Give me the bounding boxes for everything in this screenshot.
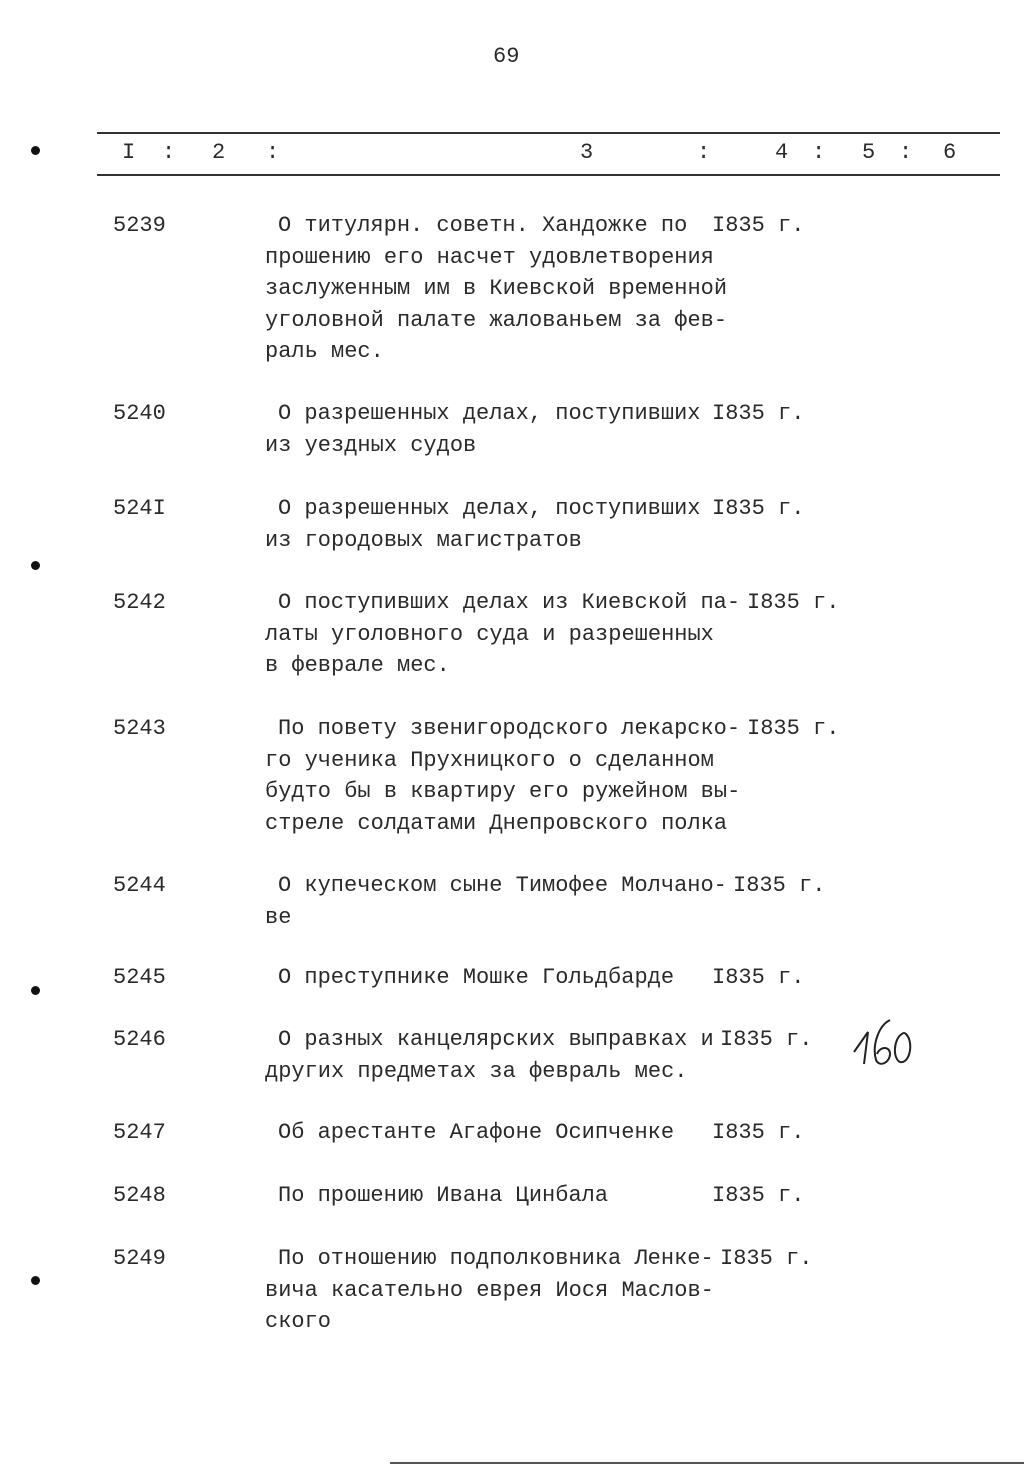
binder-hole-mark xyxy=(31,986,40,995)
description-line: вича касательно еврея Иося Маслов- xyxy=(265,1277,714,1303)
entry-description xyxy=(265,587,740,682)
header-col-1: I xyxy=(122,140,136,165)
bottom-edge-line xyxy=(390,1462,1024,1464)
entry-year: I835 г. xyxy=(712,1183,805,1208)
description-line: По прошению Ивана Цинбала xyxy=(278,1183,609,1208)
binder-hole-mark xyxy=(31,1276,40,1285)
description-line: заслуженным им в Киевской временной xyxy=(265,276,728,301)
header-col-6: 6 xyxy=(943,140,957,165)
description-line: Об арестанте Агафоне Осипченке xyxy=(278,1120,675,1145)
header-col-2: 2 xyxy=(212,140,226,165)
description-line: По отношению подполковника Ленке- xyxy=(278,1246,714,1271)
entry-description xyxy=(265,210,727,368)
entry-number: 5245 xyxy=(113,965,166,990)
entry-description xyxy=(265,870,727,933)
entry-description xyxy=(265,493,700,556)
description-line: О поступивших делах из Киевской па- xyxy=(278,590,741,615)
entry-number: 5248 xyxy=(113,1183,166,1208)
header-sep: : xyxy=(812,140,826,165)
description-line: ского xyxy=(265,1309,332,1334)
entry-year: I835 г. xyxy=(712,965,805,990)
entry-year: I835 г. xyxy=(712,401,805,426)
header-sep: : xyxy=(697,140,711,165)
description-line: О купеческом сыне Тимофее Молчано- xyxy=(278,873,727,898)
entry-description xyxy=(265,962,674,994)
entry-number: 5242 xyxy=(113,590,166,615)
description-line: го ученика Прухницкого о сделанном xyxy=(265,747,714,773)
header-col-5: 5 xyxy=(862,140,876,165)
description-line: О преступнике Мошке Гольдбарде xyxy=(278,965,675,990)
entry-year: I835 г. xyxy=(747,716,840,741)
header-col-3: 3 xyxy=(580,140,594,165)
description-line: ве xyxy=(265,904,292,930)
entry-year: I835 г. xyxy=(712,213,805,238)
entry-number: 5240 xyxy=(113,401,166,426)
entry-description xyxy=(265,1180,608,1212)
entry-year: I835 г. xyxy=(747,590,840,615)
entry-number: 5246 xyxy=(113,1027,166,1052)
entry-number: 5244 xyxy=(113,873,166,898)
description-line: прошению его насчет удовлетворения xyxy=(265,244,714,270)
description-line: О разрешенных делах, поступивших xyxy=(278,496,701,521)
description-line: О разрешенных делах, поступивших xyxy=(278,401,701,426)
entry-number: 5243 xyxy=(113,716,166,741)
header-col-4: 4 xyxy=(775,140,789,165)
entry-description xyxy=(265,713,740,839)
description-line: О разных канцелярских выправках и xyxy=(278,1027,714,1052)
entry-description xyxy=(265,1117,674,1149)
entry-description xyxy=(265,1243,714,1338)
header-sep: : xyxy=(162,140,176,165)
binder-hole-mark xyxy=(31,146,40,155)
description-line: будто бы в квартиру его ружейном вы- xyxy=(265,779,741,804)
entry-number: 5239 xyxy=(113,213,166,238)
entry-number: 524I xyxy=(113,496,166,521)
entry-year: I835 г. xyxy=(720,1246,813,1271)
description-line: О титулярн. советн. Хандожке по xyxy=(278,213,688,238)
header-bottom-rule xyxy=(97,174,1000,176)
description-line: По повету звенигородского лекарско- xyxy=(278,716,741,741)
entry-description xyxy=(265,398,700,461)
description-line: в феврале мес. xyxy=(265,653,450,678)
description-line: уголовной палате жалованьем за фев- xyxy=(265,307,728,333)
description-line: стреле солдатами Днепровского полка xyxy=(265,810,728,836)
description-line: раль мес. xyxy=(265,339,384,364)
entry-number: 5247 xyxy=(113,1120,166,1145)
description-line: латы уголовного суда и разрешенных xyxy=(265,621,714,647)
header-top-rule xyxy=(97,132,1000,134)
binder-hole-mark xyxy=(31,561,40,570)
page-number: 69 xyxy=(493,44,520,69)
entry-year: I835 г. xyxy=(720,1027,813,1052)
description-line: из уездных судов xyxy=(265,432,477,458)
handwritten-folio-number xyxy=(850,1012,922,1072)
header-sep: : xyxy=(266,140,280,165)
header-sep: : xyxy=(899,140,913,165)
entry-description xyxy=(265,1024,714,1087)
entry-year: I835 г. xyxy=(712,496,805,521)
entry-number: 5249 xyxy=(113,1246,166,1271)
entry-year: I835 г. xyxy=(733,873,826,898)
entry-year: I835 г. xyxy=(712,1120,805,1145)
description-line: других предметах за февраль мес. xyxy=(265,1058,688,1084)
description-line: из городовых магистратов xyxy=(265,527,582,553)
